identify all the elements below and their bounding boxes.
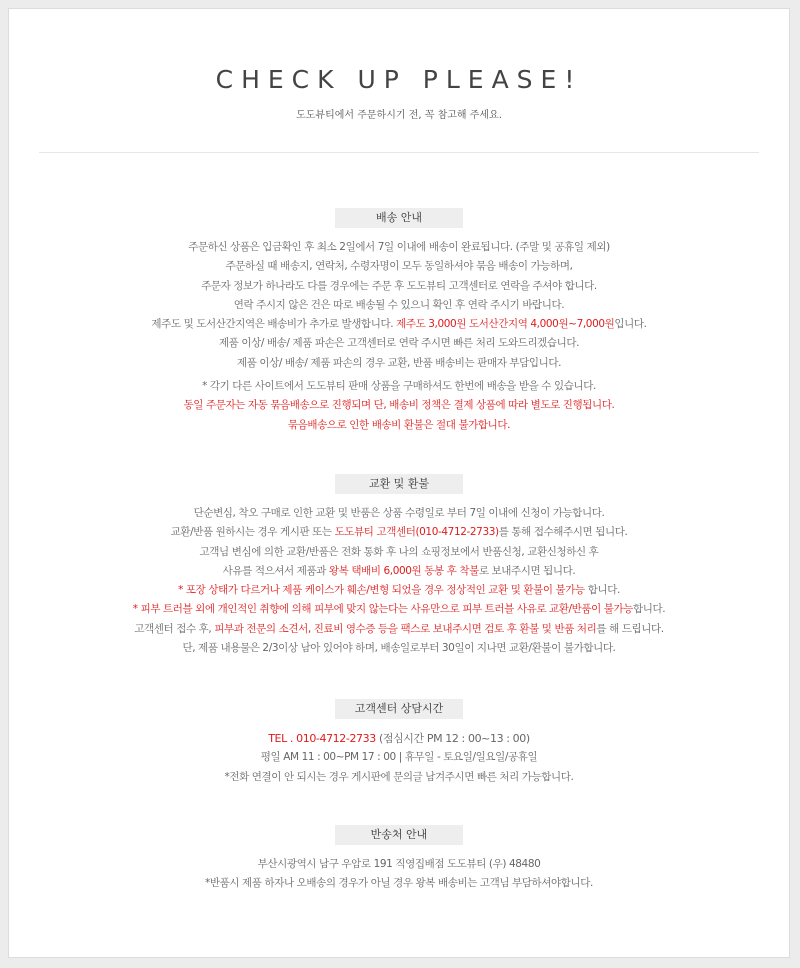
shipping-fee-text: 제주도 및 도서산간지역은 배송비가 추가로 발생합니다.	[151, 318, 397, 331]
exchange-line	[9, 523, 789, 542]
returns-heading: 반송처 안내	[335, 825, 463, 845]
phone-number: TEL . 010-4712-2733	[268, 732, 376, 745]
shipping-line: 주문하신 상품은 입금확인 후 최소 2일에서 7일 이내에 배송이 완료됩니다. (주말 및 공휴일 제외)	[188, 241, 610, 253]
shipping-warning: 동일 주문자는 자동 묶음배송으로 진행되며 단, 배송비 정책은 결제 상품에 따라 별도로 진행됩니다.	[183, 399, 615, 412]
shipping-line: 제품 이상/ 배송/ 제품 파손의 경우 교환, 반품 배송비는 판매자 부담입니다.	[236, 356, 562, 369]
shipping-heading: 배송 안내	[335, 208, 463, 228]
exchange-line: 단, 제품 내용물은 2/3이상 남아 있어야 하며, 배송일로부터 30일이 지나면 교환/환불이 불가합니다.	[182, 642, 616, 655]
exchange-line	[9, 620, 789, 639]
shipping-line: 제품 이상/ 배송/ 제품 파손은 고객센터로 연락 주시면 빠른 처리 도와드리겠습니다.	[218, 337, 580, 350]
exchange-section	[9, 472, 789, 658]
exchange-line: 고객님 변심에 의한 교환/반품은 전화 통화 후 나의 쇼핑정보에서 반품신청, 교환신청하신 후	[199, 545, 599, 558]
shipping-note: * 각기 다른 사이트에서 도도뷰티 판매 상품을 구매하셔도 한번에 배송을 받을 수 있습니다.	[202, 380, 596, 393]
page-title: CHECK UP PLEASE!	[215, 65, 583, 94]
lunch-hours: (점심시간 PM 12 : 00~13 : 00)	[375, 732, 530, 745]
returns-section	[9, 823, 789, 894]
exchange-line	[9, 581, 789, 600]
return-address: 부산시광역시 남구 우암로 191 직영집배점 도도뷰티 (우) 48480	[257, 858, 541, 870]
exchange-text: 합니다.	[633, 603, 666, 616]
exchange-heading: 교환 및 환불	[335, 474, 463, 494]
shipping-line	[9, 315, 789, 334]
return-fee-highlight: 왕복 택배비 6,000원 동봉 후 착불	[328, 564, 479, 577]
exchange-text: 를 해 드립니다.	[596, 622, 664, 635]
header-divider	[39, 152, 759, 153]
return-note: *반품시 제품 하자나 오배송의 경우가 아닐 경우 왕복 배송비는 고객님 부담하셔야합니다.	[205, 877, 593, 890]
shipping-fee-tail: 입니다.	[614, 318, 647, 331]
contact-note: *전화 연결이 안 되시는 경우 게시판에 문의글 남겨주시면 빠른 처리 가능합니다.	[224, 770, 574, 783]
contact-phone-line	[9, 729, 789, 748]
exchange-line: 단순변심, 착오 구매로 인한 교환 및 반품은 상품 수령일로 부터 7일 이내에 신청이 가능합니다.	[193, 507, 605, 519]
shipping-fee-highlight: 제주도 3,000원 도서산간지역 4,000원~7,000원	[396, 318, 615, 331]
doctor-note-highlight: 피부과 전문의 소견서, 진료비 영수증 등을 팩스로 보내주시면 검토 후 환불 및 반품 처리	[214, 622, 597, 635]
business-hours: 평일 AM 11 : 00~PM 17 : 00 | 휴무일 - 토요일/일요일/공휴일	[260, 751, 538, 764]
skin-trouble-warning: * 피부 트러블 외에 개인적인 취향에 의해 피부에 맞지 않는다는 사유만으로 피부 트러블 사유로 교환/반품이 불가능	[132, 603, 634, 616]
shipping-line: 주문자 정보가 하나라도 다를 경우에는 주문 후 도도뷰티 고객센터로 연락을 주셔야 합니다.	[201, 279, 597, 292]
exchange-text: 사유를 적으셔서 제품과	[222, 564, 329, 577]
page-subtitle: 도도뷰티에서 주문하시기 전, 꼭 참고해 주세요.	[296, 110, 502, 121]
shipping-line: 연락 주시지 않은 건은 따로 배송될 수 있으니 확인 후 연락 주시기 바랍니다.	[233, 298, 565, 311]
exchange-text: 를 통해 접수해주시면 됩니다.	[498, 526, 628, 539]
exchange-text: 합니다.	[584, 584, 620, 597]
shipping-section	[9, 206, 789, 435]
exchange-text: 교환/반품 원하시는 경우 게시판 또는	[170, 526, 335, 539]
contact-section	[9, 697, 789, 787]
shipping-line: 주문하실 때 배송지, 연락처, 수령자명이 모두 동일하셔야 묶음 배송이 가능하며,	[225, 260, 573, 273]
exchange-line	[9, 600, 789, 619]
exchange-line	[9, 562, 789, 581]
content-frame	[8, 8, 790, 958]
contact-heading: 고객센터 상담시간	[335, 699, 463, 719]
exchange-text: 고객센터 접수 후,	[134, 622, 215, 635]
exchange-text: 로 보내주시면 됩니다.	[478, 564, 576, 577]
package-warning: * 포장 상태가 다르거나 제품 케이스가 훼손/변형 되었을 경우 정상적인 교환 및 환불이 불가능	[178, 584, 585, 597]
customer-center-highlight: 도도뷰티 고객센터(010-4712-2733)	[334, 526, 499, 539]
shipping-warning: 묶음배송으로 인한 배송비 환불은 절대 불가합니다.	[287, 418, 511, 431]
